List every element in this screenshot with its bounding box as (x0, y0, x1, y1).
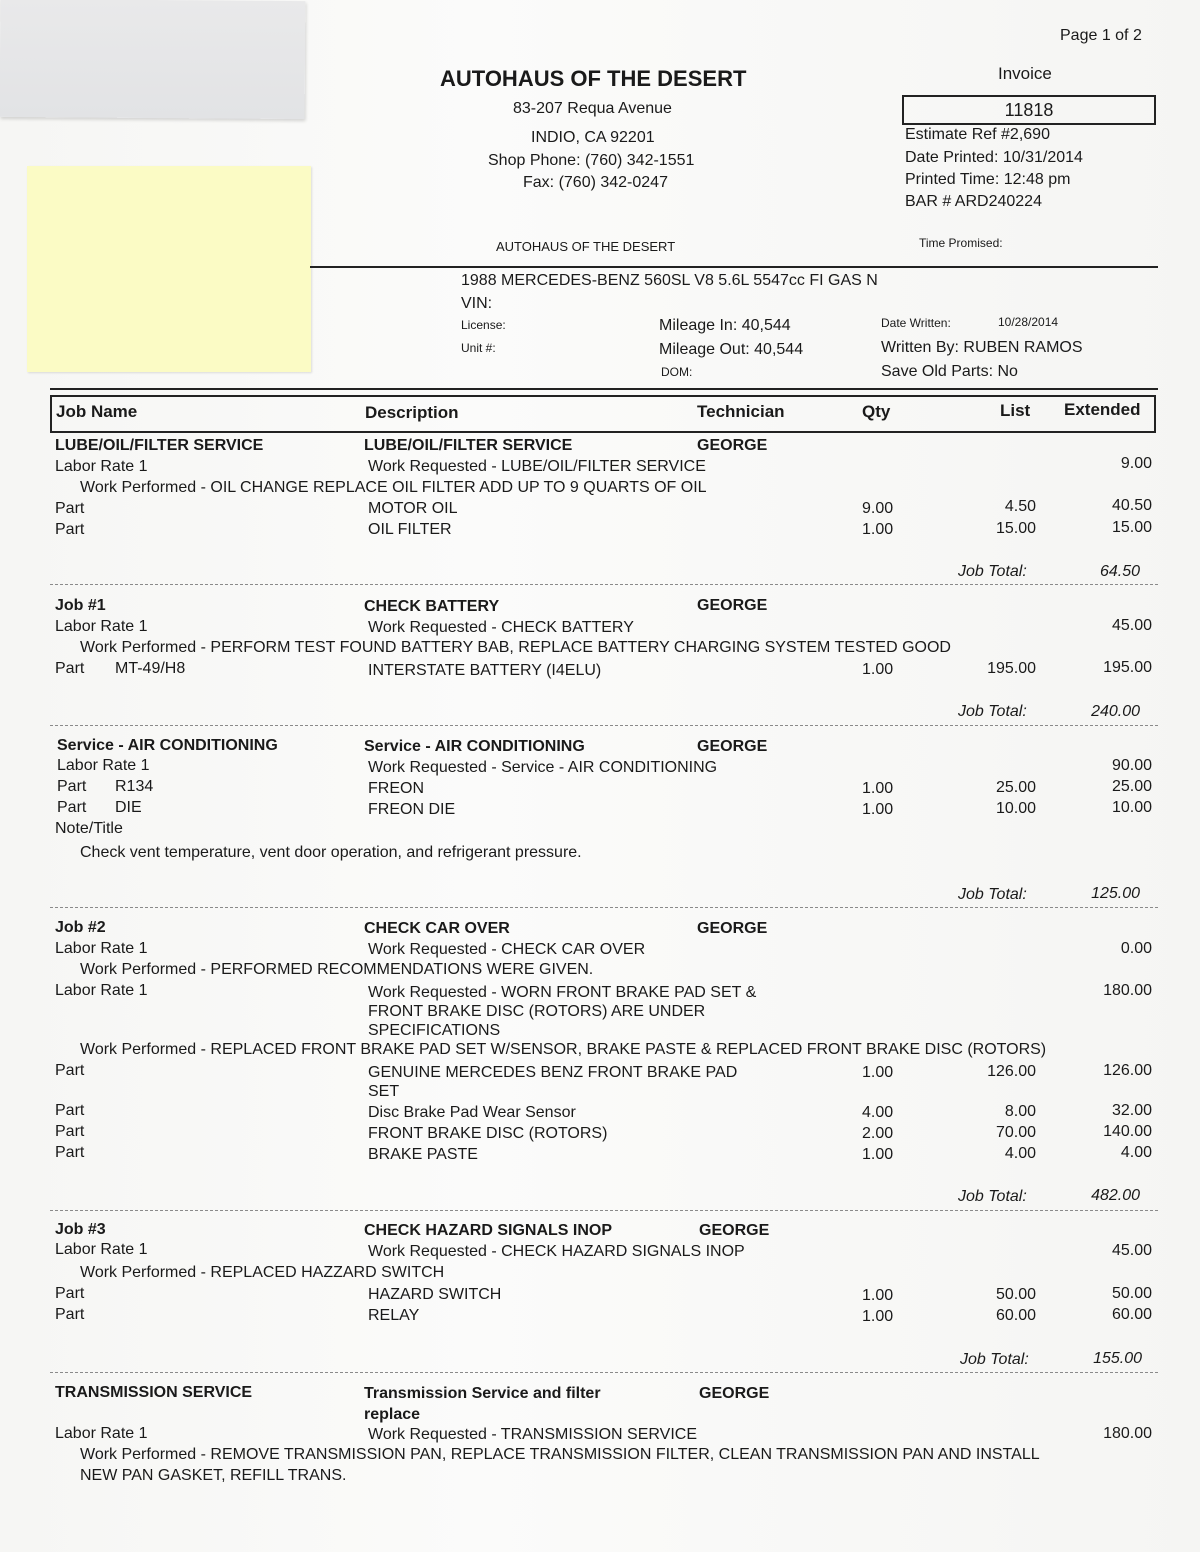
job-total: 125.00 (1091, 885, 1140, 902)
part-qty: 1.00 (862, 1146, 894, 1163)
job-divider (50, 907, 1158, 908)
labor-amount: 180.00 (1103, 1425, 1152, 1442)
part-description: RELAY (368, 1307, 420, 1324)
part-list: 126.00 (987, 1063, 1036, 1080)
part-list: 60.00 (995, 1307, 1036, 1324)
shop-name: AUTOHAUS OF THE DESERT (440, 66, 747, 91)
col-qty: Qty (862, 402, 891, 421)
job-name: Job #3 (55, 1221, 106, 1238)
mileage-out: Mileage Out: 40,544 (659, 341, 804, 358)
labor-amount: 45.00 (1111, 617, 1152, 634)
part-list: 195.00 (987, 660, 1036, 677)
job-divider (50, 1372, 1158, 1373)
job-technician: GEORGE (697, 920, 768, 937)
labor-rate: Labor Rate 1 (55, 618, 148, 635)
part-extended: 126.00 (1103, 1062, 1152, 1079)
work-requested: Work Requested - CHECK BATTERY (368, 619, 634, 636)
labor-rate: Labor Rate 1 (55, 1241, 148, 1258)
page-number: Page 1 of 2 (1060, 27, 1142, 44)
job-name: Job #1 (55, 597, 106, 614)
part-qty: 2.00 (862, 1125, 894, 1142)
part-description: FREON (368, 780, 424, 797)
work-requested-line: SPECIFICATIONS (368, 1022, 501, 1039)
shop-phone: Shop Phone: (760) 342-1551 (488, 152, 695, 169)
part-type: Part (55, 521, 85, 538)
job-technician: GEORGE (699, 1385, 770, 1402)
job-technician: GEORGE (699, 1222, 770, 1239)
part-description: MOTOR OIL (368, 500, 458, 517)
labor-rate: Labor Rate 1 (55, 458, 148, 475)
labor-amount: 45.00 (1111, 1242, 1152, 1259)
part-extended: 32.00 (1111, 1102, 1152, 1119)
part-extended: 4.00 (1120, 1144, 1152, 1161)
job-name: Job #2 (55, 919, 106, 936)
date-printed: Date Printed: 10/31/2014 (905, 149, 1083, 166)
labor-amount: 90.00 (1111, 757, 1152, 774)
part-extended: 40.50 (1111, 497, 1152, 514)
job-technician: GEORGE (697, 738, 768, 755)
job-name: LUBE/OIL/FILTER SERVICE (55, 437, 264, 454)
part-qty: 1.00 (862, 1287, 894, 1304)
part-extended: 15.00 (1111, 519, 1152, 536)
col-extended: Extended (1064, 400, 1141, 419)
part-type: Part (55, 660, 85, 677)
part-list: 50.00 (995, 1286, 1036, 1303)
part-type: Part (55, 1144, 85, 1161)
shop-city: INDIO, CA 92201 (531, 129, 655, 146)
note-title: Note/Title (55, 820, 123, 837)
part-type: Part (55, 1123, 85, 1140)
invoice-label: Invoice (998, 64, 1052, 83)
part-description: FREON DIE (368, 801, 456, 818)
vin-label: VIN: (461, 295, 493, 312)
job-name: TRANSMISSION SERVICE (55, 1384, 253, 1401)
part-type: Part (55, 500, 85, 517)
work-performed: Work Performed - OIL CHANGE REPLACE OIL FILTER ADD UP TO 9 QUARTS OF OIL (80, 479, 707, 496)
part-description: HAZARD SWITCH (368, 1286, 502, 1303)
part-code: R134 (115, 778, 154, 795)
part-list: 4.50 (1004, 498, 1036, 515)
work-requested: Work Requested - Service - AIR CONDITIONING (368, 759, 718, 776)
work-performed: Work Performed - REPLACED HAZZARD SWITCH (80, 1264, 445, 1281)
part-list: 25.00 (995, 779, 1036, 796)
job-title: CHECK BATTERY (364, 598, 500, 615)
part-qty: 4.00 (862, 1104, 894, 1121)
work-performed: Work Performed - PERFORMED RECOMMENDATIONS WERE GIVEN. (80, 961, 594, 978)
written-by: Written By: RUBEN RAMOS (881, 339, 1083, 356)
part-qty: 1.00 (862, 661, 894, 678)
part-qty: 1.00 (862, 780, 894, 797)
job-divider (50, 584, 1158, 585)
part-description: INTERSTATE BATTERY (I4ELU) (368, 662, 602, 679)
work-performed: Work Performed - REPLACED FRONT BRAKE PAD SET W/SENSOR, BRAKE PASTE & REPLACED FRONT BRAKE DISC (ROTORS) (80, 1041, 1047, 1058)
unit-label: Unit #: (461, 341, 496, 355)
work-performed-line: Work Performed - REMOVE TRANSMISSION PAN, REPLACE TRANSMISSION FILTER, CLEAN TRANSMISSION PAN AND INSTALL (80, 1446, 1040, 1463)
part-description: FRONT BRAKE DISC (ROTORS) (368, 1125, 608, 1142)
part-description: OIL FILTER (368, 521, 452, 538)
job-title: Service - AIR CONDITIONING (364, 738, 585, 755)
part-code: DIE (115, 799, 142, 816)
date-written-value: 10/28/2014 (998, 315, 1059, 329)
part-type: Part (57, 778, 87, 795)
labor-rate: Labor Rate 1 (57, 757, 150, 774)
part-qty: 1.00 (862, 521, 894, 538)
work-requested-line: FRONT BRAKE DISC (ROTORS) ARE UNDER (368, 1003, 706, 1020)
work-requested: Work Requested - TRANSMISSION SERVICE (368, 1426, 697, 1443)
invoice-number: 11818 (1004, 100, 1054, 120)
job-technician: GEORGE (697, 597, 768, 614)
vehicle-divider (50, 388, 1158, 390)
job-total-label: Job Total: (958, 703, 1027, 720)
job-title: LUBE/OIL/FILTER SERVICE (364, 437, 573, 454)
part-list: 10.00 (995, 800, 1036, 817)
part-qty: 1.00 (862, 801, 894, 818)
job-total-label: Job Total: (958, 1188, 1027, 1205)
job-divider (50, 725, 1158, 726)
col-list: List (1000, 401, 1031, 420)
col-description: Description (365, 403, 459, 422)
part-list: 70.00 (995, 1124, 1036, 1141)
part-type: Part (57, 799, 87, 816)
labor-rate: Labor Rate 1 (55, 982, 148, 999)
invoice-number-box (902, 95, 1156, 125)
part-type: Part (55, 1306, 85, 1323)
work-requested: Work Requested - LUBE/OIL/FILTER SERVICE (368, 458, 706, 475)
part-type: Part (55, 1102, 85, 1119)
shop-fax: Fax: (760) 342-0247 (523, 174, 668, 191)
work-requested: Work Requested - CHECK CAR OVER (368, 941, 646, 958)
part-qty: 1.00 (862, 1308, 894, 1325)
vehicle-description: 1988 MERCEDES-BENZ 560SL V8 5.6L 5547cc FI GAS N (461, 272, 878, 289)
part-extended: 195.00 (1103, 659, 1152, 676)
part-list: 4.00 (1004, 1145, 1036, 1162)
job-total: 240.00 (1091, 703, 1140, 720)
work-requested: Work Requested - CHECK HAZARD SIGNALS INOP (368, 1243, 745, 1260)
save-old-parts: Save Old Parts: No (881, 363, 1018, 380)
date-written-label: Date Written: (881, 316, 951, 330)
part-extended: 50.00 (1111, 1285, 1152, 1302)
part-description-line2: SET (368, 1083, 400, 1100)
job-total: 155.00 (1093, 1350, 1142, 1367)
bar-number: BAR # ARD240224 (905, 193, 1042, 210)
work-performed-line: NEW PAN GASKET, REFILL TRANS. (80, 1467, 347, 1484)
col-technician: Technician (697, 402, 785, 421)
job-technician: GEORGE (697, 437, 768, 454)
labor-amount: 9.00 (1120, 455, 1152, 472)
printed-time: Printed Time: 12:48 pm (905, 171, 1071, 188)
job-total-label: Job Total: (958, 563, 1027, 580)
part-qty: 9.00 (862, 500, 894, 517)
col-job-name: Job Name (56, 402, 138, 421)
header-divider (310, 266, 1158, 268)
part-extended: 140.00 (1103, 1123, 1152, 1140)
part-extended: 25.00 (1111, 778, 1152, 795)
job-title-line: replace (364, 1406, 421, 1423)
job-title: CHECK CAR OVER (364, 920, 510, 937)
license-label: License: (461, 318, 506, 332)
job-total: 482.00 (1091, 1187, 1140, 1204)
sticky-note (27, 166, 311, 372)
part-type: Part (55, 1062, 85, 1079)
part-code: MT-49/H8 (115, 660, 186, 677)
job-title: CHECK HAZARD SIGNALS INOP (364, 1222, 613, 1239)
part-list: 15.00 (995, 520, 1036, 537)
job-name: Service - AIR CONDITIONING (57, 737, 278, 754)
part-description: BRAKE PASTE (368, 1146, 478, 1163)
mileage-in: Mileage In: 40,544 (659, 317, 791, 334)
job-total: 64.50 (1099, 563, 1140, 580)
estimate-ref: Estimate Ref #2,690 (905, 126, 1050, 143)
labor-rate: Labor Rate 1 (55, 1425, 148, 1442)
part-description: GENUINE MERCEDES BENZ FRONT BRAKE PAD (368, 1064, 738, 1081)
work-requested-line: Work Requested - WORN FRONT BRAKE PAD SET & (368, 984, 757, 1001)
torn-paper-flap (0, 0, 305, 119)
shop-name-small: AUTOHAUS OF THE DESERT (496, 239, 676, 254)
labor-amount: 0.00 (1120, 940, 1152, 957)
part-description: Disc Brake Pad Wear Sensor (368, 1104, 576, 1121)
job-divider (50, 1210, 1158, 1211)
part-extended: 60.00 (1111, 1306, 1152, 1323)
job-title-line: Transmission Service and filter (364, 1385, 601, 1402)
note-text: Check vent temperature, vent door operation, and refrigerant pressure. (80, 844, 582, 861)
job-total-label: Job Total: (958, 886, 1027, 903)
part-list: 8.00 (1004, 1103, 1036, 1120)
job-total-label: Job Total: (960, 1351, 1029, 1368)
dom-label: DOM: (661, 365, 693, 379)
time-promised: Time Promised: (919, 236, 1003, 250)
part-extended: 10.00 (1111, 799, 1152, 816)
labor-amount: 180.00 (1103, 982, 1152, 999)
part-type: Part (55, 1285, 85, 1302)
part-qty: 1.00 (862, 1064, 894, 1081)
shop-address: 83-207 Requa Avenue (513, 100, 672, 117)
column-header-box (50, 395, 1156, 433)
labor-rate: Labor Rate 1 (55, 940, 148, 957)
work-performed: Work Performed - PERFORM TEST FOUND BATTERY BAB, REPLACE BATTERY CHARGING SYSTEM TESTED GOOD (80, 639, 951, 656)
